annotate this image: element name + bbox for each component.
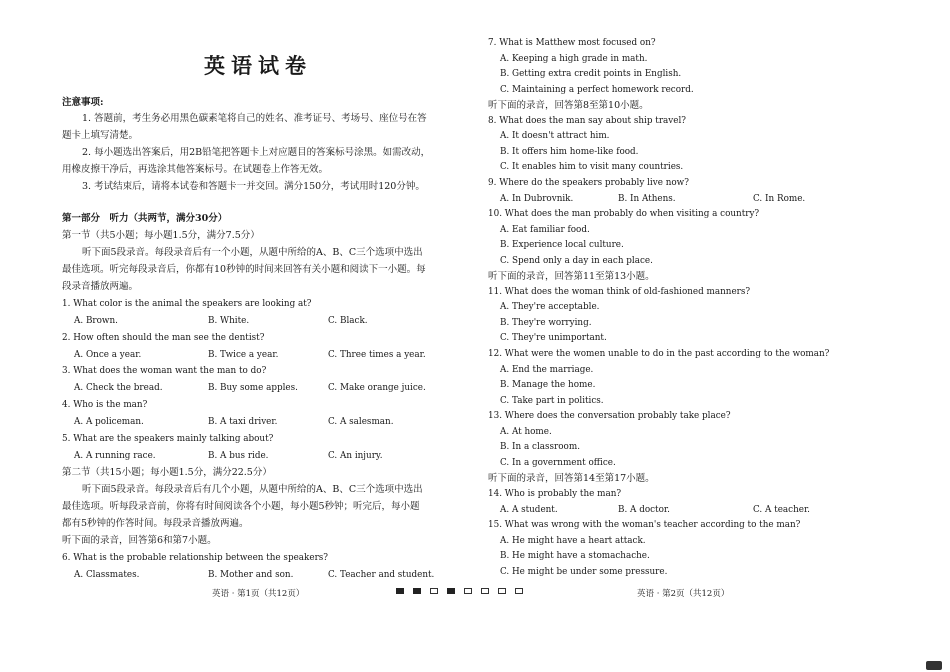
instruction-line: 段录音播放两遍。 <box>62 281 139 292</box>
instruction-line: 最佳选项。听每段录音前，你将有时间阅读各个小题，每小题5秒钟；听完后，每小题 <box>62 501 420 512</box>
question: 12. What were the women unable to do in the past according to the woman? <box>488 349 830 359</box>
option-a: A. Classmates. <box>74 570 140 580</box>
option-a: A. In Dubrovnik. <box>500 193 574 204</box>
question-3: 3. What does the woman want the man to do? <box>62 366 267 376</box>
option: A. It doesn't attract him. <box>500 131 610 142</box>
question: 15. What was wrong with the woman's teacher according to the man? <box>488 520 801 531</box>
option: A. Eat familiar food. <box>500 224 590 235</box>
notice-line: 用橡皮擦干净后，再选涂其他答案标号。在试题卷上作答无效。 <box>62 164 329 175</box>
empty-square-icon <box>464 588 472 594</box>
option: C. Take part in politics. <box>500 395 604 406</box>
part1-heading: 第一部分 听力（共两节，满分30分） <box>62 213 228 224</box>
app-logo-icon <box>926 661 942 670</box>
filled-square-icon <box>447 588 455 594</box>
listen-instruction: 听下面的录音，回答第8至第10小题。 <box>488 100 649 112</box>
option-c: C. Make orange juice. <box>328 383 426 393</box>
question: 10. What does the man probably do when visiting a country? <box>488 209 760 220</box>
question: 7. What is Matthew most focused on? <box>488 38 656 48</box>
question: 13. Where does the conversation probably take place? <box>488 411 731 422</box>
instruction-line: 听下面5段录音。每段录音后有几个小题，从题中所给的A、B、C三个选项中选出 <box>82 484 423 495</box>
notice-line: 题卡上填写清楚。 <box>62 130 139 141</box>
option-b: B. In Athens. <box>618 193 676 204</box>
option: C. Maintaining a perfect homework record. <box>500 84 694 95</box>
option: B. They're worrying. <box>500 317 592 328</box>
option: B. He might have a stomachache. <box>500 551 650 562</box>
option: A. End the marriage. <box>500 364 594 375</box>
option: B. Getting extra credit points in English. <box>500 69 682 80</box>
option: A. At home. <box>500 426 552 437</box>
option-a: A. A policeman. <box>74 417 144 427</box>
option-c: C. In Rome. <box>753 193 806 204</box>
question: 11. What does the woman think of old-fashioned manners? <box>488 286 751 297</box>
question-4: 4. Who is the man? <box>62 400 148 410</box>
listen-instruction: 听下面的录音，回答第11至第13小题。 <box>488 271 655 283</box>
option: A. They're acceptable. <box>500 302 600 313</box>
empty-square-icon <box>515 588 523 594</box>
option-b: B. A bus ride. <box>208 451 269 461</box>
option-a: A. A running race. <box>74 451 156 461</box>
option: B. It offers him home-like food. <box>500 146 639 157</box>
section2-heading: 第二节（共15小题；每小题1.5分，满分22.5分） <box>62 467 272 478</box>
corner-watermark <box>926 661 942 670</box>
instruction-line: 都有5秒钟的作答时间。每段录音播放两遍。 <box>62 518 249 529</box>
option-b: B. Buy some apples. <box>208 383 298 393</box>
filled-square-icon <box>396 588 404 594</box>
empty-square-icon <box>430 588 438 594</box>
option: A. He might have a heart attack. <box>500 535 646 546</box>
listen-instruction: 听下面的录音，回答第14至第17小题。 <box>488 473 655 485</box>
option-c: C. An injury. <box>328 451 383 461</box>
option-b: B. Twice a year. <box>208 350 279 360</box>
empty-square-icon <box>481 588 489 594</box>
page-marks <box>396 588 523 594</box>
exam-title: 英语试卷 <box>204 53 312 78</box>
page-2-footer: 英语 · 第2页（共12页） <box>637 589 730 599</box>
option-b: B. A taxi driver. <box>208 417 278 427</box>
option: C. He might be under some pressure. <box>500 566 668 577</box>
question-1: 1. What color is the animal the speakers are looking at? <box>62 299 312 309</box>
instruction-line: 听下面5段录音。每段录音后有一个小题，从题中所给的A、B、C三个选项中选出 <box>82 247 423 258</box>
instruction-line: 最佳选项。听完每段录音后，你都有10秒钟的时间来回答有关小题和阅读下一小题。每 <box>62 264 426 275</box>
option-a: A. Brown. <box>74 316 118 326</box>
option-c: C. Teacher and student. <box>328 570 435 580</box>
question: 14. Who is probably the man? <box>488 488 622 499</box>
question-6: 6. What is the probable relationship between the speakers? <box>62 553 329 563</box>
empty-square-icon <box>498 588 506 594</box>
option: C. It enables him to visit many countries. <box>500 162 684 173</box>
option-c: C. Black. <box>328 316 368 326</box>
option-a: A. Check the bread. <box>74 383 163 393</box>
option: A. Keeping a high grade in math. <box>500 53 648 64</box>
question: 9. Where do the speakers probably live now? <box>488 177 689 188</box>
option-a: A. A student. <box>500 504 558 515</box>
listen-instruction: 听下面的录音，回答第6和第7小题。 <box>62 535 217 546</box>
filled-square-icon <box>413 588 421 594</box>
notice-line: 1. 答题前，考生务必用黑色碳素笔将自己的姓名、准考证号、考场号、座位号在答 <box>82 113 427 124</box>
question-2: 2. How often should the man see the dentist? <box>62 333 265 343</box>
option-c: C. Three times a year. <box>328 350 426 360</box>
question: 8. What does the man say about ship travel? <box>488 115 686 126</box>
option: C. They're unimportant. <box>500 333 607 344</box>
option-b: B. A doctor. <box>618 504 670 515</box>
option-a: A. Once a year. <box>74 350 142 360</box>
notice-line: 3. 考试结束后，请将本试卷和答题卡一并交回。满分150分，考试用时120分钟。 <box>82 181 425 192</box>
option: C. Spend only a day in each place. <box>500 255 653 266</box>
option-b: B. Mother and son. <box>208 570 294 580</box>
option-c: C. A teacher. <box>753 504 810 515</box>
option: B. Manage the home. <box>500 380 596 391</box>
notice-heading: 注意事项: <box>62 97 104 108</box>
question-5: 5. What are the speakers mainly talking about? <box>62 434 274 444</box>
option: B. Experience local culture. <box>500 240 624 251</box>
option: C. In a government office. <box>500 457 616 468</box>
page-1-footer: 英语 · 第1页（共12页） <box>212 589 305 599</box>
option-b: B. White. <box>208 316 250 326</box>
option: B. In a classroom. <box>500 442 580 453</box>
notice-line: 2. 每小题选出答案后，用2B铅笔把答题卡上对应题目的答案标号涂黑。如需改动， <box>82 147 431 158</box>
option-c: C. A salesman. <box>328 417 394 427</box>
section1-heading: 第一节（共5小题；每小题1.5分，满分7.5分） <box>62 230 260 241</box>
